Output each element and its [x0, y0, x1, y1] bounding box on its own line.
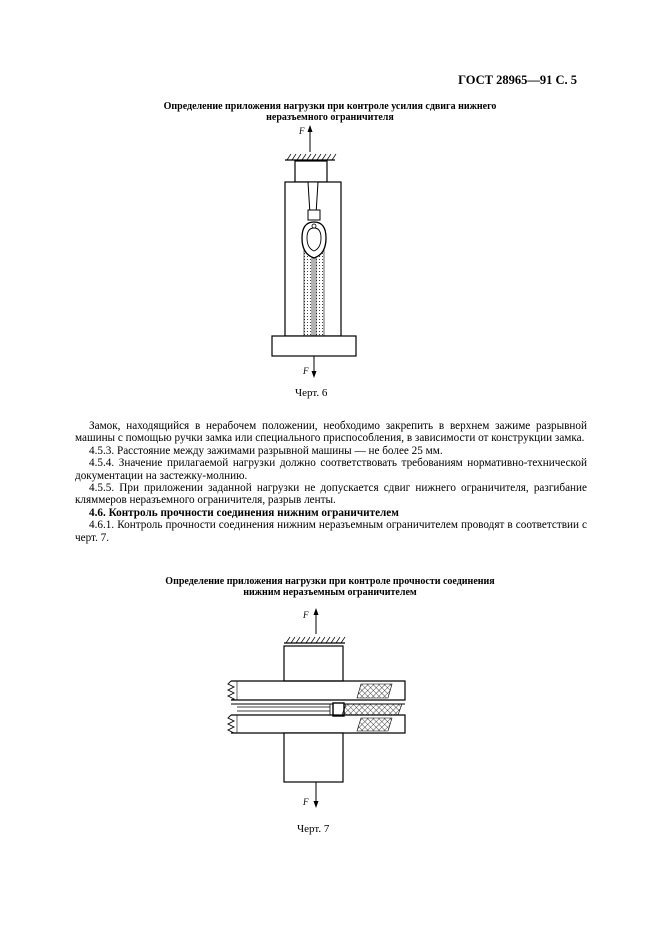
- figure7-title-line-2: нижним неразъемным ограничителем: [243, 587, 417, 598]
- figure7-force-bottom-label: F: [303, 797, 309, 807]
- figure7-title: [100, 576, 560, 598]
- figure6-chain-right: [316, 250, 324, 336]
- paragraph-lock: Замок, находящийся в нерабочем положении, необходимо закрепить в верхнем зажиме разрывной машины с помощью ручки замка или специального приспособления, в зависимости от конструкции замка.: [75, 420, 587, 445]
- figure6-slider: [302, 222, 326, 258]
- body-text: [75, 420, 587, 544]
- figure6-force-top-label: F: [299, 126, 305, 136]
- figure6-chain-left: [304, 250, 312, 336]
- figure6-title-line-2: неразъемного ограничителя: [266, 112, 394, 123]
- figure6-top-force-arrow: [308, 125, 313, 152]
- section-heading-4-6: 4.6. Контроль прочности соединения нижним ограничителем: [89, 506, 399, 519]
- figure6-puller-handle: [308, 182, 318, 214]
- figure6-title-line-1: Определение приложения нагрузки при контроле усилия сдвига нижнего: [163, 101, 497, 112]
- figure6-title: [100, 101, 560, 123]
- figure7-drawing: [228, 608, 405, 808]
- paragraph-4-6-1: 4.6.1. Контроль прочности соединения нижним неразъемным ограничителем проводят в соответствии с черт. 7.: [75, 519, 587, 544]
- figure6-lower-clamp: [272, 336, 356, 356]
- figure6-tape: [285, 182, 341, 336]
- paragraph-4-5-4: 4.5.4. Значение прилагаемой нагрузки должно соответствовать требованиям нормативно-технической документации на застежку-молнию.: [75, 457, 587, 482]
- figure6-bottom-force-arrow: [312, 356, 317, 378]
- page-header: ГОСТ 28965—91 С. 5: [458, 73, 577, 87]
- paragraph-4-5-3: 4.5.3. Расстояние между зажимами разрывной машины — не более 25 мм.: [89, 444, 443, 457]
- figure6-force-bottom-label: F: [303, 366, 309, 376]
- paragraph-4-5-5: 4.5.5. При приложении заданной нагрузки не допускается сдвиг нижнего ограничителя, разгибание кляммеров неразъемного ограничителя, разрыв ленты.: [75, 482, 587, 507]
- figure7-force-top-label: F: [303, 610, 309, 620]
- figure7-title-line-1: Определение приложения нагрузки при контроле прочности соединения: [165, 576, 495, 587]
- figure6-caption: Черт. 6: [295, 387, 328, 399]
- figure6-upper-clamp: [295, 161, 327, 182]
- figure7-caption: Черт. 7: [297, 823, 330, 835]
- figure6-top-support: [285, 154, 336, 160]
